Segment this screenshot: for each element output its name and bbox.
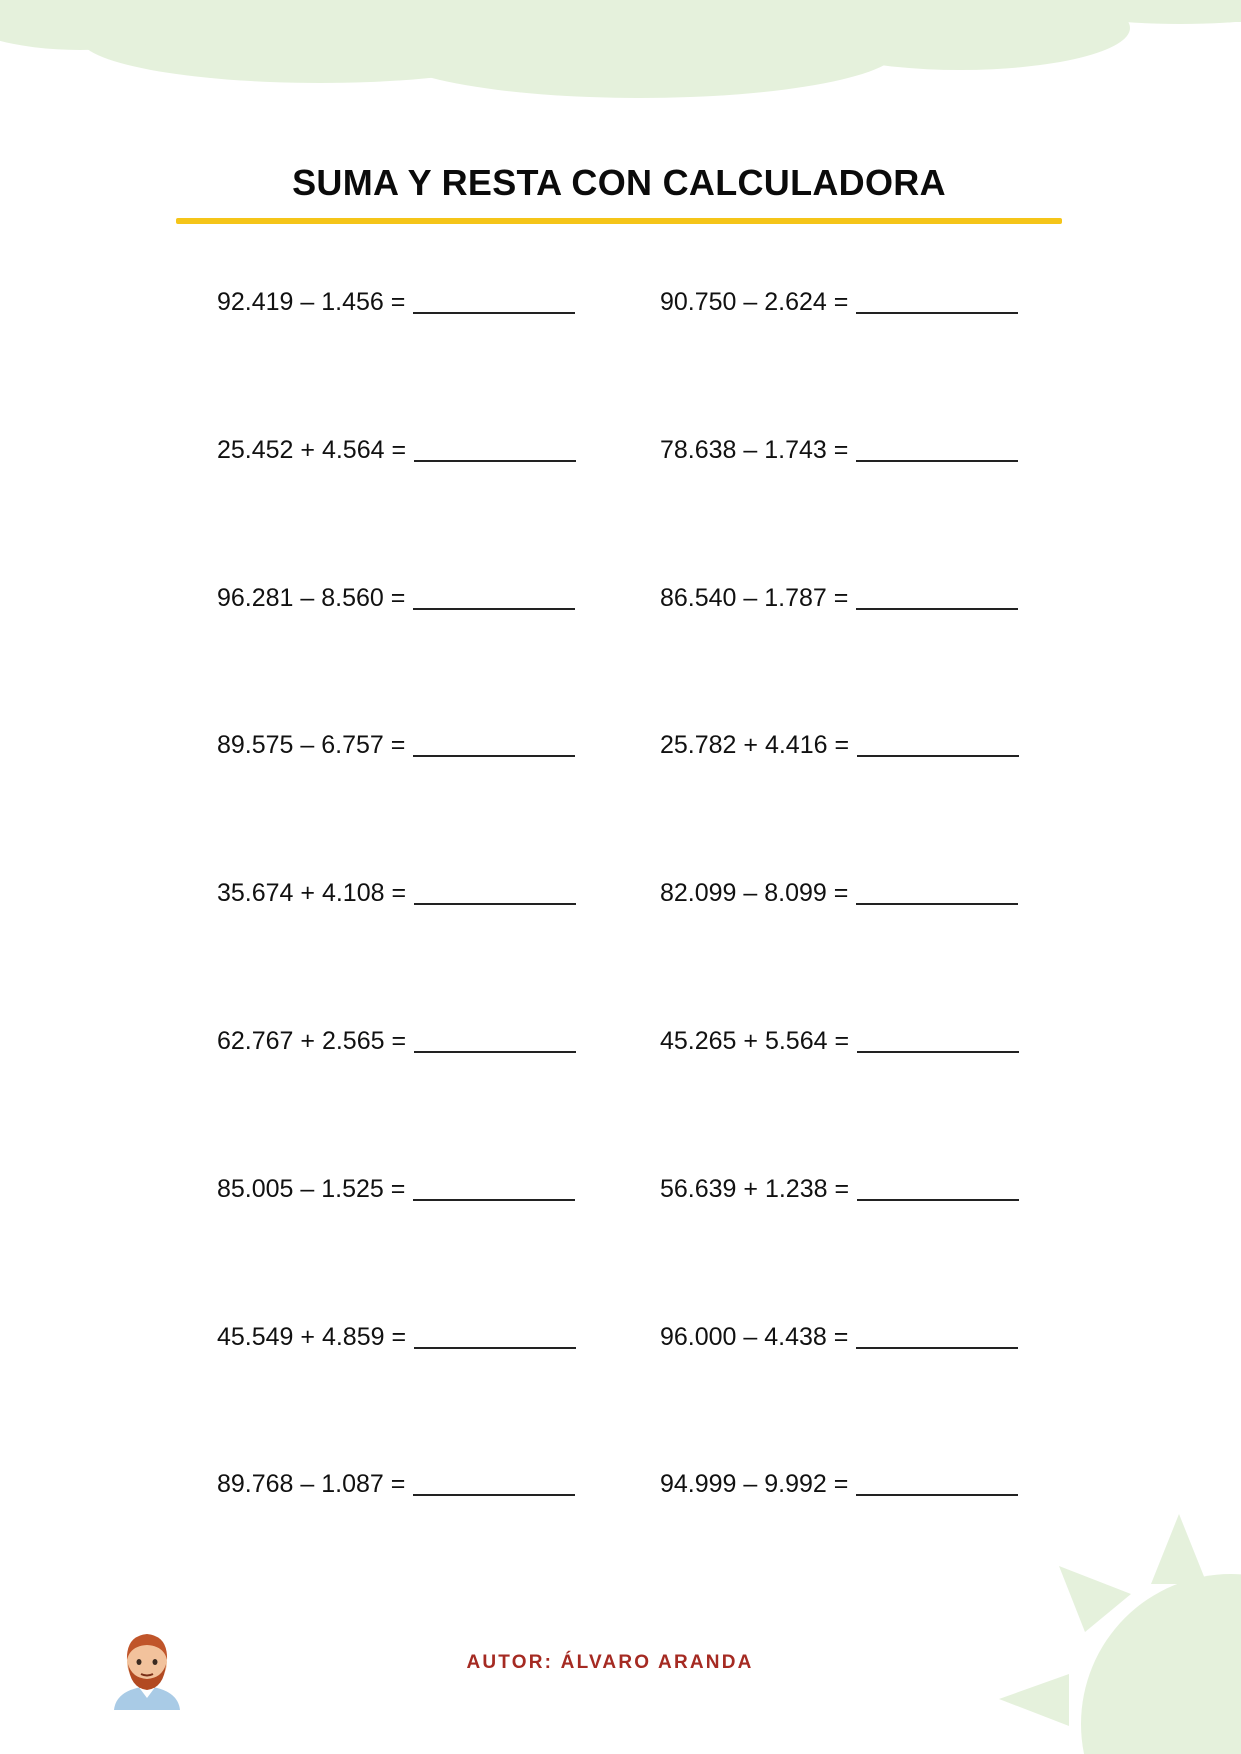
- cloud-decoration-icon: [0, 0, 1241, 110]
- problem-expression: 78.638 – 1.743 =: [660, 435, 849, 464]
- problem-item: [217, 871, 660, 911]
- problem-expression: 35.674 + 4.108 =: [217, 879, 407, 908]
- problem-item: [217, 428, 660, 468]
- problem-item: [217, 576, 660, 616]
- problem-expression: 89.768 – 1.087 =: [217, 1470, 406, 1499]
- problem-item: [217, 1315, 660, 1355]
- answer-blank[interactable]: [413, 1171, 575, 1201]
- answer-blank[interactable]: [856, 1319, 1018, 1349]
- answer-blank[interactable]: [856, 875, 1018, 905]
- author-avatar-icon: [108, 1626, 186, 1710]
- answer-blank[interactable]: [413, 1466, 575, 1496]
- problem-expression: 56.639 + 1.238 =: [660, 1174, 850, 1203]
- answer-blank[interactable]: [856, 432, 1018, 462]
- problem-expression: 45.549 + 4.859 =: [217, 1322, 407, 1351]
- problem-expression: 82.099 – 8.099 =: [660, 879, 849, 908]
- problem-item: [217, 723, 660, 763]
- problem-item: [660, 1315, 1037, 1355]
- problem-grid: [217, 280, 1037, 1610]
- problem-item: [660, 1462, 1037, 1502]
- answer-blank[interactable]: [857, 1023, 1019, 1053]
- answer-blank[interactable]: [414, 1023, 576, 1053]
- answer-blank[interactable]: [413, 580, 575, 610]
- answer-blank[interactable]: [856, 580, 1018, 610]
- problem-item: [217, 280, 660, 320]
- problem-item: [660, 428, 1037, 468]
- problem-item: [217, 1167, 660, 1207]
- problem-item: [660, 1019, 1037, 1059]
- answer-blank[interactable]: [414, 875, 576, 905]
- answer-blank[interactable]: [857, 1171, 1019, 1201]
- problem-expression: 25.782 + 4.416 =: [660, 731, 850, 760]
- problem-expression: 89.575 – 6.757 =: [217, 731, 406, 760]
- problem-item: [660, 871, 1037, 911]
- problem-expression: 62.767 + 2.565 =: [217, 1026, 407, 1055]
- answer-blank[interactable]: [414, 432, 576, 462]
- problem-item: [660, 1167, 1037, 1207]
- problem-item: [217, 1462, 660, 1502]
- author-credit: AUTOR: ÁLVARO ARANDA: [466, 1652, 754, 1673]
- problem-expression: 96.000 – 4.438 =: [660, 1322, 849, 1351]
- problem-item: [660, 576, 1037, 616]
- problem-expression: 90.750 – 2.624 =: [660, 288, 849, 316]
- answer-blank[interactable]: [413, 727, 575, 757]
- problem-expression: 94.999 – 9.992 =: [660, 1470, 849, 1499]
- page-title: SUMA Y RESTA CON CALCULADORA: [292, 162, 946, 203]
- problem-item: [217, 1019, 660, 1059]
- problem-expression: 85.005 – 1.525 =: [217, 1174, 406, 1203]
- problem-expression: 86.540 – 1.787 =: [660, 583, 849, 612]
- answer-blank[interactable]: [857, 727, 1019, 757]
- problem-expression: 45.265 + 5.564 =: [660, 1026, 850, 1055]
- answer-blank[interactable]: [414, 1319, 576, 1349]
- title-underline: [176, 218, 1062, 224]
- problem-item: [660, 723, 1037, 763]
- problem-expression: 92.419 – 1.456 =: [217, 288, 406, 316]
- problem-item: [660, 280, 1037, 320]
- problem-expression: 96.281 – 8.560 =: [217, 583, 406, 612]
- problem-expression: 25.452 + 4.564 =: [217, 435, 407, 464]
- answer-blank[interactable]: [856, 1466, 1018, 1496]
- answer-blank[interactable]: [413, 284, 575, 314]
- answer-blank[interactable]: [856, 284, 1018, 314]
